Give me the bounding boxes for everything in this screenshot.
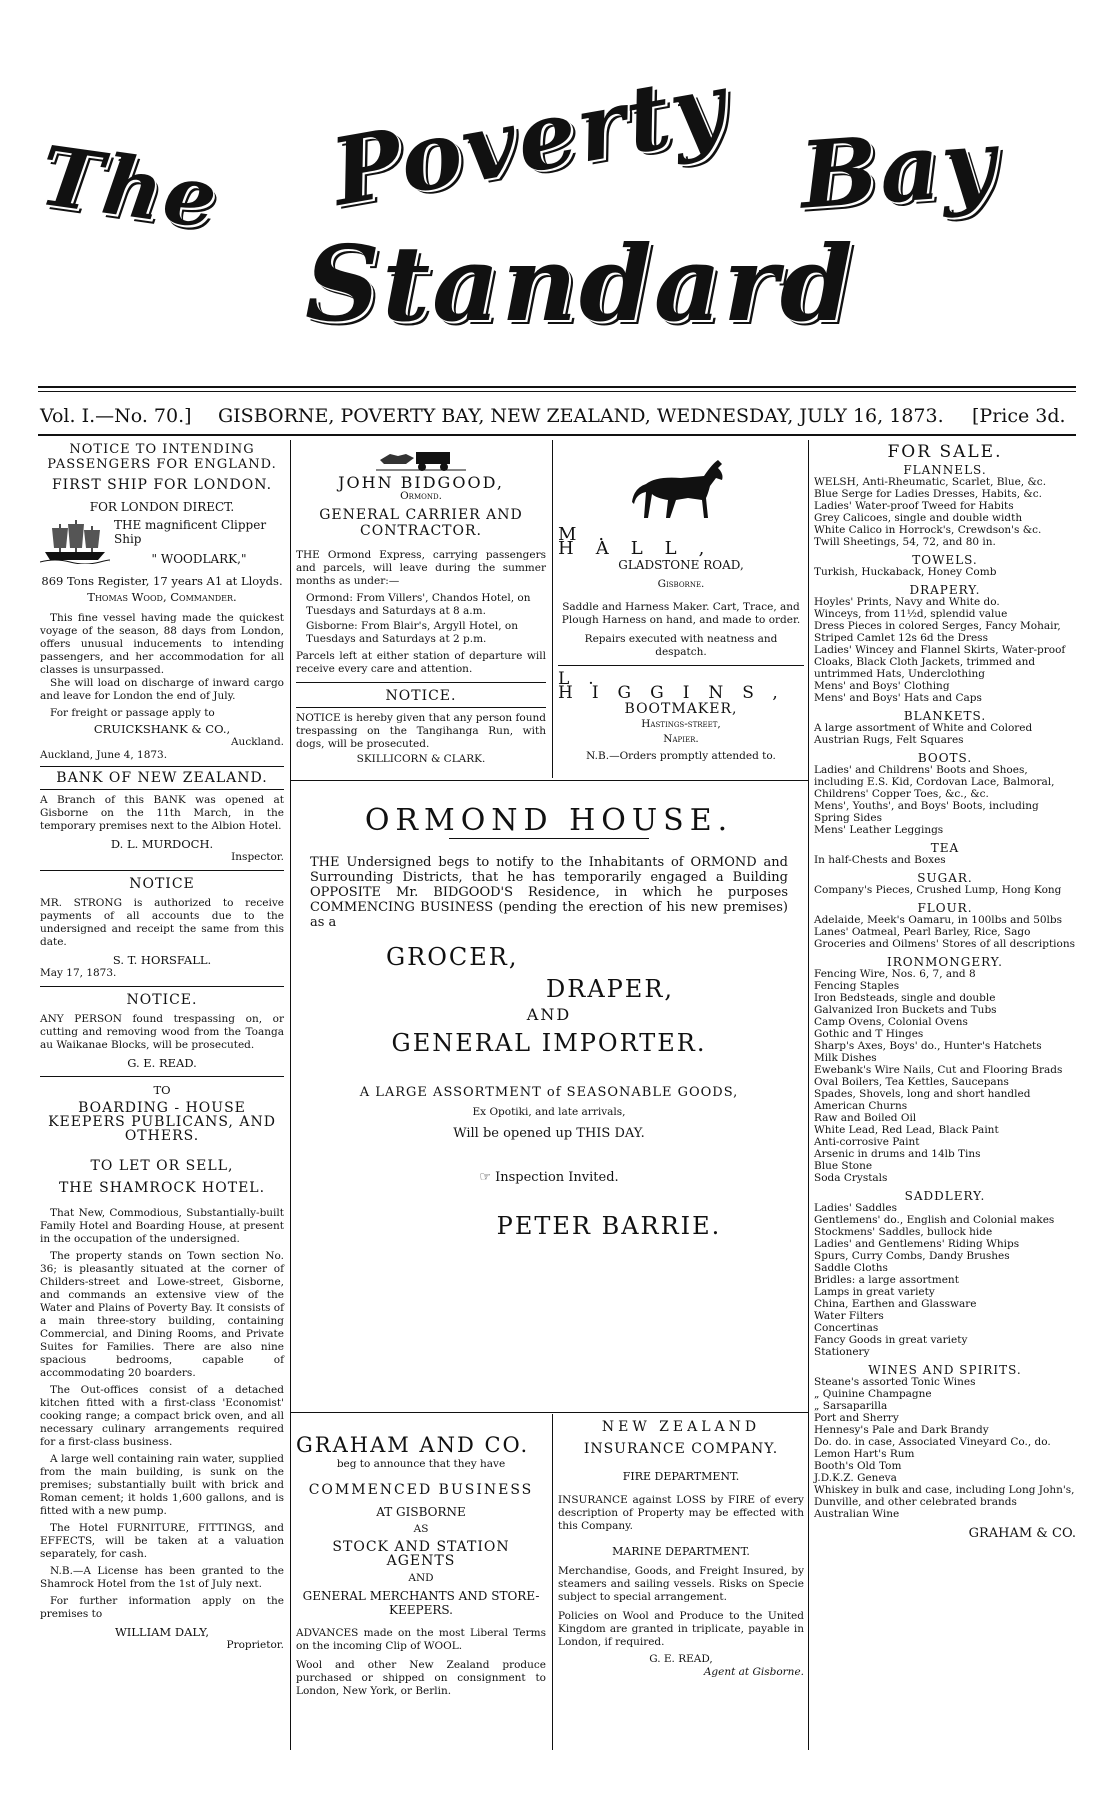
sale-item: Camp Ovens, Colonial Ovens: [814, 1016, 968, 1028]
hotel-name: THE SHAMROCK HOTEL.: [58, 1180, 266, 1196]
ormond-grocer: GROCER,: [386, 943, 519, 971]
ormond-importer: GENERAL IMPORTER.: [391, 1029, 707, 1057]
hotel-sign: WILLIAM DALY,: [114, 1625, 210, 1639]
higgins-town: Napier.: [663, 733, 699, 745]
sale-item: Concertinas: [814, 1322, 879, 1334]
hall-town: Gisborne.: [657, 578, 705, 590]
ship-ad: [40, 518, 284, 566]
marine-head: MARINE DEPARTMENT.: [612, 1545, 750, 1558]
agent: CRUICKSHANK & CO.,: [93, 722, 231, 736]
sale-item: Arsenic in drums and 14lb Tins: [814, 1148, 981, 1160]
for-sale-column: [814, 442, 1076, 1541]
sale-item: White Lead, Red Lead, Black Paint: [814, 1124, 999, 1136]
policies: Policies on Wool and Produce to the United Kingdom are granted in triplicate, payable in London, if required.: [558, 1610, 804, 1648]
sale-item: Ewebank's Wire Nails, Cut and Flooring Brads: [814, 1064, 1063, 1076]
rule: [296, 707, 546, 708]
masthead-rule-inner: [38, 391, 1076, 392]
sale-item: Ladies' Wincey and Flannel Skirts, Water-proof Cloaks, Black Cloth Jackets, trimmed and untrimmed Hats, Underclothing: [814, 644, 1066, 680]
ormond-sign: PETER BARRIE.: [496, 1212, 722, 1240]
ormond-title: ORMOND HOUSE.: [364, 803, 734, 838]
sale-item: Soda Crystals: [814, 1172, 888, 1184]
sale-item: Mens' Leather Leggings: [814, 824, 944, 836]
ormond-ex: Ex Opotiki, and late arrivals,: [472, 1106, 626, 1118]
gisborne-times: Gisborne: From Blair's, Argyll Hotel, on Tuesdays and Saturdays at 2 p.m.: [306, 620, 518, 645]
column-2-top: [296, 446, 546, 766]
column-rule-3: [808, 440, 809, 1750]
insurance-head-1: NEW ZEALAND: [601, 1419, 761, 1435]
higgins-name: L. HIGGINS,: [558, 669, 797, 703]
first-ship-head: FIRST SHIP FOR LONDON.: [51, 477, 273, 493]
ship-icon: [40, 518, 110, 564]
graham-at: AT GISBORNE: [376, 1505, 466, 1519]
column-3-top: [558, 446, 804, 763]
sale-item: Mens' and Boys' Hats and Caps: [814, 692, 982, 704]
sale-item: Winceys, from 11½d, splendid value: [814, 608, 1008, 620]
bank-title: Inspector.: [231, 851, 284, 863]
rule: [40, 986, 284, 987]
notice3-head: NOTICE.: [385, 688, 457, 704]
sale-item: Ladies' Saddles: [814, 1202, 897, 1214]
fire-body: INSURANCE against LOSS by FIRE of every description of Property may be effected with this Company.: [558, 1494, 804, 1532]
sale-section-head: SADDLERY.: [904, 1189, 986, 1203]
column-rule-2: [552, 440, 553, 778]
sale-item: American Churns: [814, 1100, 908, 1112]
sale-item: Whiskey in bulk and case, including Long John's, Dunville, and other celebrated brands: [814, 1484, 1075, 1508]
sale-item: Groceries and Oilmens' Stores of all descriptions: [814, 938, 1075, 950]
coach-icon: [376, 446, 466, 472]
column-rule-2b: [552, 1414, 553, 1750]
masthead-the: The: [34, 128, 225, 248]
sale-item: Fencing Wire, Nos. 6, 7, and 8: [814, 968, 976, 980]
notice2-sign: G. E. READ.: [127, 1056, 197, 1070]
sale-item: Australian Wine: [814, 1508, 900, 1520]
bidgood-name: JOHN BIDGOOD,: [338, 473, 504, 492]
agent-date: Auckland, June 4, 1873.: [40, 749, 168, 761]
sale-item: Adelaide, Meek's Oamaru, in 100lbs and 50lbs: [814, 914, 1063, 926]
sale-item: Stationery: [814, 1346, 870, 1358]
hall-name: M. HALL,: [558, 524, 727, 559]
sale-item: Gentlemens' do., English and Colonial makes: [814, 1214, 1055, 1226]
for-sale-sections: [814, 464, 1076, 1520]
sale-item: Steane's assorted Tonic Wines: [814, 1376, 976, 1388]
notice3-sign: SKILLICORN & CLARK.: [356, 753, 486, 765]
higgins-street: Hastings-street,: [641, 718, 721, 730]
insurance-title: Agent at Gisborne.: [703, 1666, 804, 1678]
notice-passengers-head: NOTICE TO INTENDING PASSENGERS FOR ENGLAND.: [47, 442, 277, 472]
london-direct: FOR LONDON DIRECT.: [89, 500, 235, 514]
insurance-ad: [558, 1420, 804, 1679]
ormond-opened: Will be opened up THIS DAY.: [453, 1126, 645, 1141]
marine-body: Merchandise, Goods, and Freight Insured, by steamers and sailing vessels. Risks on Specie subject to special arrangement.: [558, 1565, 804, 1603]
ship-body: This fine vessel having made the quickest voyage of the season, 88 days from London, offers unusual inducements to intending passengers, and her accommodation for all classes is unsurpassed.: [40, 612, 284, 676]
to: TO: [153, 1083, 171, 1097]
sale-item: Iron Bedsteads, single and double: [814, 992, 996, 1004]
sale-item: Fencing Staples: [814, 980, 900, 992]
notice1-body: MR. STRONG is authorized to receive payments of all accounts due to the undersigned and receipt the same from this date.: [40, 897, 284, 948]
masthead: [0, 0, 1114, 385]
sale-item: Anti-corrosive Paint: [814, 1136, 920, 1148]
rule-ormond-top: [290, 780, 808, 781]
sale-item: Turkish, Huckaback, Honey Comb: [814, 566, 997, 578]
sale-item: Stockmens' Saddles, bullock hide: [814, 1226, 993, 1238]
sale-item: Ladies' and Childrens' Boots and Shoes, including E.S. Kid, Cordovan Lace, Balmoral, Childrens' Copper Toes, &c., &c.: [814, 764, 1055, 800]
parcels: Parcels left at either station of departure will receive every care and attention.: [296, 650, 546, 675]
hall-road: GLADSTONE ROAD,: [618, 558, 744, 572]
sale-item: A large assortment of White and Colored Austrian Rugs, Felt Squares: [814, 722, 1033, 746]
graham-commenced: COMMENCED BUSINESS: [308, 1482, 534, 1498]
sale-section-head: BOOTS.: [917, 751, 973, 765]
sale-item: Lemon Hart's Rum: [814, 1448, 915, 1460]
ship-intro: THE magnificent Clipper Ship: [114, 518, 267, 546]
sale-item: Blue Serge for Ladies Dresses, Habits, &c.: [814, 488, 1042, 500]
hall-repairs: Repairs executed with neatness and despatch.: [584, 633, 778, 658]
notice1-head: NOTICE: [129, 876, 195, 892]
sale-item: Water Filters: [814, 1310, 884, 1322]
freight: For freight or passage apply to: [50, 707, 215, 719]
bidgood-trade: GENERAL CARRIER AND CONTRACTOR.: [319, 507, 523, 539]
rule-ormond-bottom: [290, 1412, 808, 1413]
ormond-inspection: Inspection Invited.: [495, 1170, 619, 1185]
dateline-rule: [38, 434, 1076, 436]
ormond-times: Ormond: From Villers', Chandos Hotel, on Tuesdays and Saturdays at 8 a.m.: [306, 592, 531, 617]
sale-item: Grey Calicoes, single and double width: [814, 512, 1023, 524]
sale-item: Oval Boilers, Tea Kettles, Saucepans: [814, 1076, 1009, 1088]
for-sale-sign: GRAHAM & CO.: [968, 1526, 1076, 1541]
sale-section-head: FLANNELS.: [903, 463, 987, 477]
sale-item: WELSH, Anti-Rheumatic, Scarlet, Blue, &c.: [814, 476, 1047, 488]
ormond-assortment: A LARGE ASSORTMENT of SEASONABLE GOODS,: [359, 1085, 739, 1100]
sale-item: Ladies' Water-proof Tweed for Habits: [814, 500, 1014, 512]
rule: [40, 1076, 284, 1077]
masthead-standard: Standard: [305, 222, 855, 345]
sale-section-head: IRONMONGERY.: [887, 955, 1003, 969]
hotel-p6: N.B.—A License has been granted to the Shamrock Hotel from the 1st of July next.: [40, 1565, 284, 1590]
volume-number: Vol. I.—No. 70.]: [40, 405, 192, 427]
tonnage: 869 Tons Register, 17 years A1 at Lloyds.: [41, 574, 283, 588]
sale-item: Sharp's Axes, Boys' do., Hunter's Hatchets: [814, 1040, 1042, 1052]
column-rule-1: [290, 440, 291, 1750]
sale-item: „ Quinine Champagne: [814, 1388, 932, 1400]
graham-title: GRAHAM AND CO.: [296, 1433, 530, 1457]
let-sell: TO LET OR SELL,: [90, 1158, 234, 1174]
graham-as: AS: [413, 1523, 429, 1535]
sale-section-head: BLANKETS.: [903, 709, 987, 723]
graham-announce: beg to announce that they have: [336, 1458, 506, 1470]
rule: [558, 665, 804, 666]
sale-item: „ Sarsaparilla: [814, 1400, 888, 1412]
hotel-p4: A large well containing rain water, supplied from the main building, is sunk on the premises; substantially built with brick and Roman cement; it holds 1,600 gallons, and is fitted with a new pump.: [40, 1453, 284, 1517]
place-date: GISBORNE, POVERTY BAY, NEW ZEALAND, WEDNESDAY, JULY 16, 1873.: [218, 405, 944, 427]
masthead-rule-top: [38, 386, 1076, 388]
rule: [40, 870, 284, 871]
sale-item: Dress Pieces in colored Serges, Fancy Mohair, Striped Camlet 12s 6d the Dress: [814, 620, 1061, 644]
sale-item: Galvanized Iron Buckets and Tubs: [814, 1004, 997, 1016]
sale-section-head: TOWELS.: [912, 553, 978, 567]
ship-body-2: She will load on discharge of inward cargo and leave for London the end of July.: [40, 677, 284, 702]
sale-item: Bridles: a large assortment: [814, 1274, 959, 1286]
sale-item: Booth's Old Tom: [814, 1460, 902, 1472]
agent-place: Auckland.: [230, 736, 284, 748]
bank-head: BANK OF NEW ZEALAND.: [56, 770, 268, 786]
notice1-sign: S. T. HORSFALL.: [112, 953, 212, 967]
hall-trade: Saddle and Harness Maker. Cart, Trace, and Plough Harness on hand, and made to order.: [561, 601, 801, 626]
commander: Thomas Wood, Commander.: [87, 590, 237, 604]
sale-item: Milk Dishes: [814, 1052, 877, 1064]
rule: [296, 682, 546, 683]
bidgood-place: Ormond.: [400, 490, 442, 502]
graham-ad: [296, 1420, 546, 1698]
ormond-draper: DRAPER,: [546, 975, 675, 1003]
ornament-rule: [449, 838, 649, 839]
masthead-poverty: Poverty: [323, 51, 735, 227]
masthead-bay: Bay: [796, 108, 1001, 230]
price: [Price 3d.: [972, 405, 1066, 427]
pointing-hand-icon: ☞: [479, 1170, 491, 1185]
hotel-title: Proprietor.: [226, 1639, 284, 1651]
rule: [40, 789, 284, 790]
rule: [40, 766, 284, 767]
sale-item: Do. do. in case, Associated Vineyard Co., do.: [814, 1436, 1051, 1448]
sale-item: Company's Pieces, Crushed Lump, Hong Kong: [814, 884, 1062, 896]
graham-stock: STOCK AND STATION AGENTS: [332, 1539, 510, 1569]
notice2-head: NOTICE.: [126, 992, 198, 1008]
ormond-inspection-row: [296, 1171, 802, 1185]
sale-section-head: SUGAR.: [917, 871, 973, 885]
sale-item: Hoyles' Prints, Navy and White do.: [814, 596, 1000, 608]
fire-head: FIRE DEPARTMENT.: [622, 1470, 740, 1483]
sale-item: Port and Sherry: [814, 1412, 899, 1424]
sale-section-head: WINES AND SPIRITS.: [868, 1363, 1022, 1377]
hotel-p7: For further information apply on the premises to: [40, 1595, 284, 1620]
sale-item: J.D.K.Z. Geneva: [814, 1472, 897, 1484]
notice1-date: May 17, 1873.: [40, 967, 117, 979]
sale-item: Blue Stone: [814, 1160, 873, 1172]
sale-item: White Calico in Horrock's, Crewdson's &c.: [814, 524, 1042, 536]
sale-section-head: FLOUR.: [917, 901, 973, 915]
notice3-body: NOTICE is hereby given that any person found trespassing on the Tangihanga Run, with dogs, will be prosecuted.: [296, 712, 546, 750]
ormond-body: THE Undersigned begs to notify to the Inhabitants of ORMOND and Surrounding Districts, that he has temporarily engaged a Building OPPOSITE Mr. BIDGOOD'S Residence, in which he purposes COMMENCING BUSINESS (pending the erection of his new premises) as a: [310, 855, 788, 930]
for-sale-title: FOR SALE.: [887, 442, 1003, 462]
graham-and: AND: [408, 1572, 434, 1584]
boarding-head: BOARDING - HOUSE KEEPERS PUBLICANS, AND OTHERS.: [48, 1100, 276, 1144]
sale-item: Spades, Shovels, long and short handled: [814, 1088, 1031, 1100]
sale-item: China, Earthen and Glassware: [814, 1298, 977, 1310]
hotel-p2: The property stands on Town section No. 36; is pleasantly situated at the corner of Childers-street and Lowe-street, Gisborne, and commands an extensive view of the Water and Plains of Poverty Bay. It consists of a main three-story building, containing Commercial, and Dining Rooms, and Private Suites for Families. There are also nine spacious bedrooms, capable of accommodating 20 boarders.: [40, 1250, 284, 1379]
dateline: [38, 405, 1076, 431]
graham-advances: ADVANCES made on the most Liberal Terms on the incoming Clip of WOOL.: [296, 1627, 546, 1652]
ormond-and: AND: [526, 1005, 572, 1024]
sale-item: Mens' and Boys' Clothing: [814, 680, 950, 692]
sale-item: Ladies' and Gentlemens' Riding Whips: [814, 1238, 1020, 1250]
sale-item: Spurs, Curry Combs, Dandy Brushes: [814, 1250, 1010, 1262]
sale-item: Lanes' Oatmeal, Pearl Barley, Rice, Sago: [814, 926, 1031, 938]
express-body: THE Ormond Express, carrying passengers and parcels, will leave during the summer months as under:—: [296, 549, 546, 587]
graham-wool: Wool and other New Zealand produce purchased or shipped on consignment to London, New York, or Berlin.: [296, 1659, 546, 1697]
sale-section-head: DRAPERY.: [909, 583, 981, 597]
sale-item: Fancy Goods in great variety: [814, 1334, 968, 1346]
sale-item: Raw and Boiled Oil: [814, 1112, 917, 1124]
sale-section-head: TEA: [930, 841, 960, 855]
bank-body: A Branch of this BANK was opened at Gisborne on the 11th March, in the temporary premises next to the Albion Hotel.: [40, 794, 284, 832]
graham-general: GENERAL MERCHANTS AND STORE-KEEPERS.: [302, 1589, 540, 1617]
bootmaker: BOOTMAKER,: [624, 701, 738, 717]
higgins-nb: N.B.—Orders promptly attended to.: [586, 750, 776, 762]
sale-item: Saddle Cloths: [814, 1262, 888, 1274]
sale-item: Gothic and T Hinges: [814, 1028, 924, 1040]
sale-item: Hennesy's Pale and Dark Brandy: [814, 1424, 989, 1436]
sale-item: In half-Chests and Boxes: [814, 854, 946, 866]
ship-name: " WOODLARK,": [151, 552, 247, 566]
sale-item: Twill Sheetings, 54, 72, and 80 in.: [814, 536, 996, 548]
hotel-p3: The Out-offices consist of a detached kitchen fitted with a first-class 'Economist' cooking range; a compact brick oven, and all necessary culinary arrangements required for a first-class business.: [40, 1384, 284, 1448]
insurance-head-2: INSURANCE COMPANY.: [583, 1441, 779, 1457]
column-1: [40, 442, 284, 1652]
hotel-p5: The Hotel FURNITURE, FITTINGS, and EFFECTS, will be taken at a valuation separately, for cash.: [40, 1522, 284, 1560]
insurance-sign: G. E. READ,: [649, 1653, 713, 1665]
hotel-p1: That New, Commodious, Substantially-built Family Hotel and Boarding House, at present in the occupation of the undersigned.: [40, 1207, 284, 1245]
sale-item: Mens', Youths', and Boys' Boots, including Spring Sides: [814, 800, 1039, 824]
ormond-house-ad: [296, 786, 802, 1240]
sale-item: Lamps in great variety: [814, 1286, 935, 1298]
horse-icon: [626, 454, 736, 524]
notice2-body: ANY PERSON found trespassing on, or cutting and removing wood from the Toanga au Waikanae Blocks, will be prosecuted.: [40, 1013, 284, 1051]
bank-sign: D. L. MURDOCH.: [110, 837, 214, 851]
